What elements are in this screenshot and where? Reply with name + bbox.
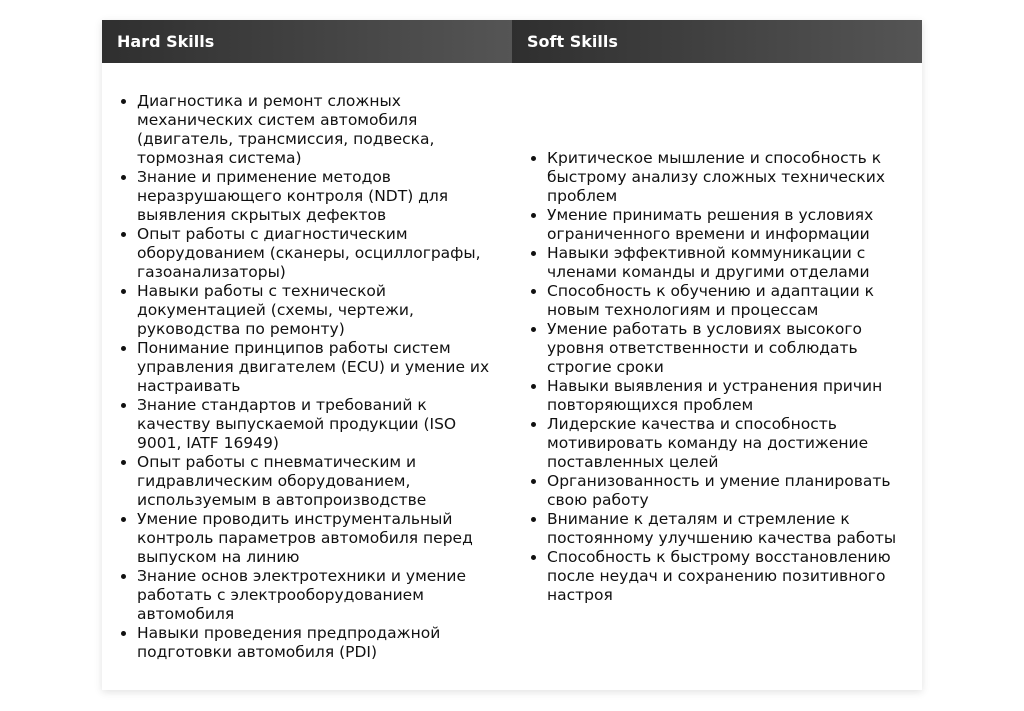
list-item: • Знание основ электротехники и умение работать с электрооборудованием автомобиля: [137, 567, 498, 624]
list-item: • Лидерские качества и способность мотивировать команду на достижение поставленных целей: [547, 415, 908, 472]
list-item: • Организованность и умение планировать свою работу: [547, 472, 908, 510]
list-item: • Навыки эффективной коммуникации с членами команды и другими отделами: [547, 244, 908, 282]
list-item: • Понимание принципов работы систем управления двигателем (ECU) и умение их настраивать: [137, 339, 498, 396]
list-item: • Опыт работы с диагностическим оборудованием (сканеры, осциллографы, газоанализаторы): [137, 225, 498, 282]
soft-skills-header: Soft Skills: [512, 20, 922, 63]
list-item: • Знание стандартов и требований к качеству выпускаемой продукции (ISO 9001, IATF 16949): [137, 396, 498, 453]
list-item: • Знание и применение методов неразрушающего контроля (NDT) для выявления скрытых дефектов: [137, 168, 498, 225]
list-item: • Навыки проведения предпродажной подготовки автомобиля (PDI): [137, 624, 498, 662]
list-item: • Способность к быстрому восстановлению после неудач и сохранению позитивного настроя: [547, 548, 908, 605]
hard-skills-column: [102, 63, 512, 690]
list-item: • Опыт работы с пневматическим и гидравлическим оборудованием, используемым в автопроизводстве: [137, 453, 498, 510]
hard-skills-header: Hard Skills: [102, 20, 512, 63]
list-item: • Умение проводить инструментальный контроль параметров автомобиля перед выпуском на линию: [137, 510, 498, 567]
list-item: • Умение принимать решения в условиях ограниченного времени и информации: [547, 206, 908, 244]
soft-skills-column: [512, 63, 922, 690]
hard-skills-list: [117, 92, 498, 662]
list-item: • Внимание к деталям и стремление к постоянному улучшению качества работы: [547, 510, 908, 548]
list-item: • Умение работать в условиях высокого уровня ответственности и соблюдать строгие сроки: [547, 320, 908, 377]
list-item: • Навыки работы с технической документацией (схемы, чертежи, руководства по ремонту): [137, 282, 498, 339]
table-body: [102, 63, 922, 690]
soft-skills-list: [527, 149, 908, 605]
table-header: [102, 20, 922, 63]
list-item: • Навыки выявления и устранения причин повторяющихся проблем: [547, 377, 908, 415]
list-item: • Диагностика и ремонт сложных механических систем автомобиля (двигатель, трансмиссия, подвеска, тормозная система): [137, 92, 498, 168]
list-item: • Критическое мышление и способность к быстрому анализу сложных технических проблем: [547, 149, 908, 206]
list-item: • Способность к обучению и адаптации к новым технологиям и процессам: [547, 282, 908, 320]
skills-table: [102, 20, 922, 690]
